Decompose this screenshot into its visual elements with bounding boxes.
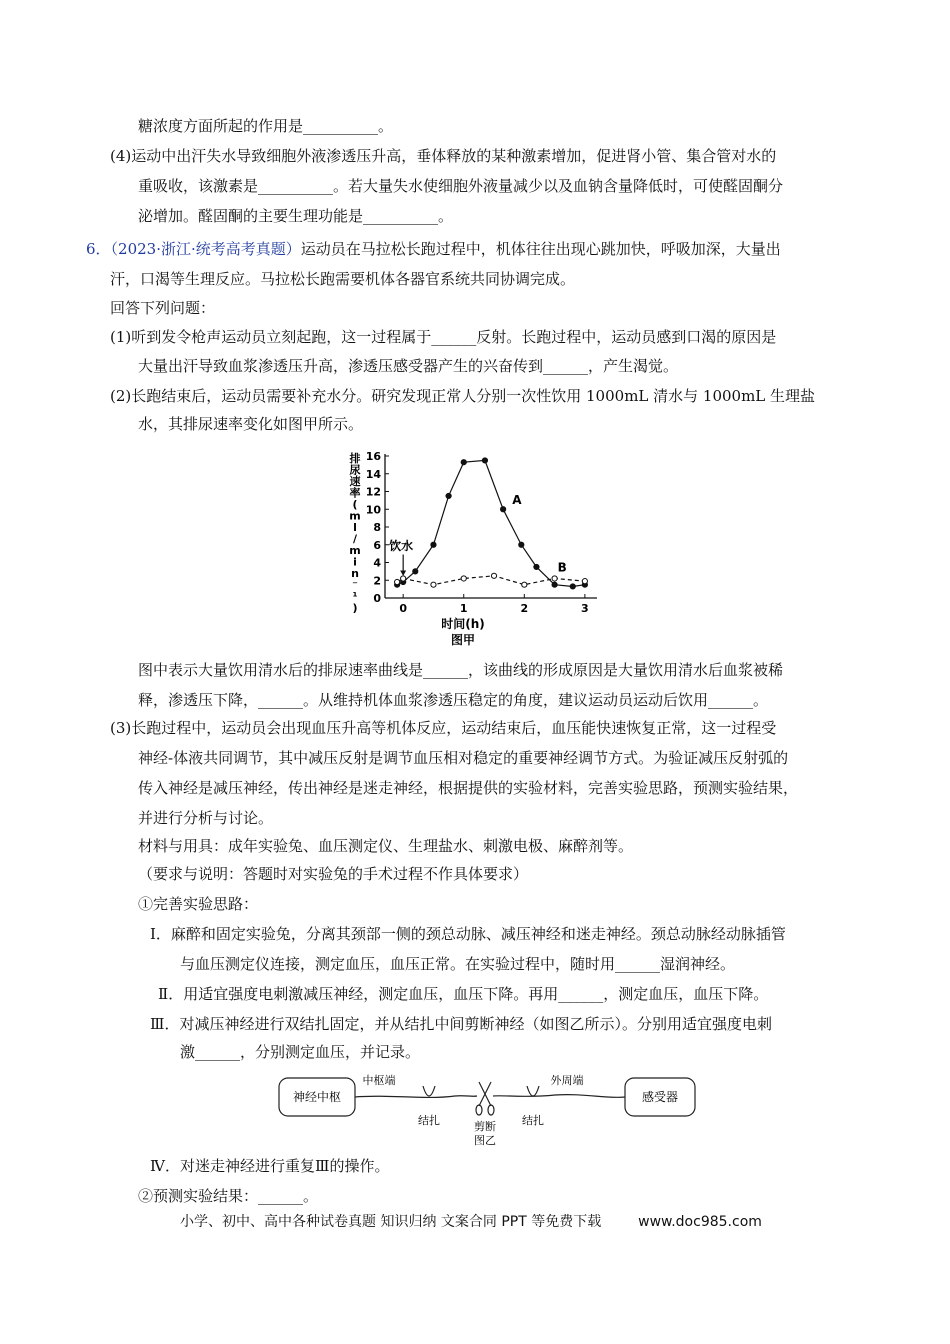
center-end-label: 中枢端 — [362, 1074, 396, 1087]
y-label-char: m — [349, 509, 361, 523]
requirements: （要求与说明：答题时对实验兔的手术过程不作具体要求） — [138, 865, 529, 883]
nerve-right — [493, 1095, 625, 1098]
y-label-char: 速 — [349, 475, 361, 488]
cut-label: 剪断 — [474, 1120, 496, 1133]
question-text: 运动员在马拉松长跑过程中，机体往往出现心跳加快，呼吸加深，大量出 — [300, 240, 781, 258]
y-label-char: ¹ — [352, 590, 358, 603]
y-label-char: i — [353, 555, 357, 569]
step-2: Ⅱ．用适宜强度电刺激减压神经，测定血压，血压下降。再用______，测定血压，血压下降。 — [158, 985, 769, 1003]
y-label-char: l — [353, 521, 357, 534]
data-point — [582, 579, 587, 584]
diagram-figure-b — [275, 1068, 700, 1148]
data-point — [482, 458, 487, 463]
question-4: (4)运动中出汗失水导致细胞外液渗透压升高，垂体释放的某种激素增加，促进肾小管、集合管对水的 — [110, 147, 777, 165]
ligature-left-label: 结扎 — [418, 1114, 440, 1127]
data-point — [413, 569, 418, 574]
data-point — [522, 582, 527, 587]
x-tick-label: 1 — [459, 602, 468, 615]
prediction: ②预测实验结果：______。 — [138, 1187, 319, 1205]
text-line: 糖浓度方面所起的作用是__________。 — [138, 117, 394, 135]
ligature-left-mark — [423, 1086, 435, 1096]
y-tick-label: 8 — [373, 521, 381, 534]
y-label-char: 率 — [349, 486, 361, 500]
y-axis-label — [349, 451, 361, 615]
text-line: 传入神经是减压神经，传出神经是迷走神经，根据提供的实验材料，完善实验思路，预测实验结果， — [138, 779, 799, 797]
text-line: 水，其排尿速率变化如图甲所示。 — [138, 415, 364, 433]
question-number: 6． — [86, 240, 111, 258]
question-source: （2023·浙江·统考高考真题） — [110, 240, 301, 258]
materials: 材料与用具：成年实验兔、血压测定仪、生理盐水、刺激电极、麻醉剂等。 — [138, 837, 634, 855]
data-point — [552, 576, 557, 581]
sub-question-2: (2)长跑结束后，运动员需要补充水分。研究发现正常人分别一次性饮用 1000mL 清水与 1000mL 生理盐 — [110, 387, 816, 405]
data-point — [519, 542, 524, 547]
text-line: 泌增加。醛固酮的主要生理功能是__________。 — [138, 207, 454, 225]
series-label-B: B — [557, 560, 567, 575]
data-point — [534, 564, 539, 569]
data-point — [461, 460, 466, 465]
y-tick-label: 16 — [365, 450, 381, 463]
text-line: 回答下列问题： — [110, 299, 216, 317]
text-line: 图中表示大量饮用清水后的排尿速率曲线是______，该曲线的形成原因是大量饮用清水后血浆被稀 — [138, 661, 784, 679]
footer-url[interactable]: www.doc985.com — [638, 1214, 762, 1230]
data-point — [570, 584, 575, 589]
x-tick-label: 2 — [520, 602, 529, 615]
data-point — [491, 573, 496, 578]
data-point — [461, 576, 466, 581]
ligature-right-label: 结扎 — [522, 1114, 544, 1127]
chart-figure-a — [335, 448, 615, 648]
footer-text: 小学、初中、高中各种试卷真题 知识归纳 文案合同 PPT 等免费下载 — [180, 1214, 602, 1230]
text-line: 重吸收，该激素是__________。若大量失水使细胞外液量减少以及血钠含量降低时，可使醛固酮分 — [138, 177, 784, 195]
ligature-right-mark — [527, 1086, 539, 1096]
step-3: Ⅲ．对减压神经进行双结扎固定，并从结扎中间剪断神经（如图乙所示）。分别用适宜强度电刺 — [150, 1015, 772, 1033]
y-label-char: ⁻ — [352, 578, 358, 592]
y-label-char: ) — [352, 601, 358, 615]
y-label-char: m — [349, 544, 361, 557]
series-label-A: A — [512, 492, 522, 507]
data-point — [401, 576, 406, 581]
y-label-char: 排 — [349, 452, 361, 465]
data-point — [395, 579, 400, 584]
text-line: 汗，口渴等生理反应。马拉松长跑需要机体各器官系统共同协调完成。 — [110, 270, 576, 288]
nerve-left — [355, 1096, 477, 1098]
sub-question-3: (3)长跑过程中，运动员会出现血压升高等机体反应，运动结束后，血压能快速恢复正常，这一过程受 — [110, 719, 777, 737]
y-tick-label: 6 — [373, 538, 381, 552]
step-heading: ①完善实验思路： — [138, 895, 259, 913]
x-tick-label: 0 — [399, 602, 407, 615]
y-tick-label: 0 — [373, 592, 381, 605]
data-point — [431, 542, 436, 547]
y-tick-label: 14 — [365, 467, 381, 481]
diagram-caption: 图乙 — [474, 1134, 496, 1147]
y-label-char: n — [351, 567, 359, 580]
y-tick-label: 2 — [373, 574, 381, 588]
y-tick-label: 4 — [373, 556, 381, 570]
scissors-icon — [476, 1082, 494, 1115]
y-label-char: / — [352, 532, 358, 546]
data-point — [552, 582, 557, 587]
y-label-char: ( — [352, 498, 358, 511]
data-point — [501, 507, 506, 512]
text-line: 大量出汗导致血浆渗透压升高，渗透压感受器产生的兴奋传到______，产生渴觉。 — [138, 357, 679, 375]
x-axis-label: 时间(h) — [441, 617, 485, 631]
y-label-char: 尿 — [349, 463, 361, 477]
annotation-label: 饮水 — [389, 539, 414, 554]
annotation-arrow-head — [400, 570, 406, 575]
data-point — [431, 582, 436, 587]
text-line: 与血压测定仪连接，测定血压，血压正常。在实验过程中，随时用______湿润神经。 — [180, 955, 736, 973]
data-point — [446, 493, 451, 498]
text-line: 神经-体液共同调节，其中减压反射是调节血压相对稳定的重要神经调节方式。为验证减压反射弧的 — [138, 749, 789, 767]
step-1: I．麻醉和固定实验兔，分离其颈部一侧的颈总动脉、减压神经和迷走神经。颈总动脉经动脉插管 — [150, 925, 786, 943]
question-6-header — [86, 239, 781, 259]
x-ticks — [399, 594, 588, 615]
text-line: 释，渗透压下降，______。从维持机体血浆渗透压稳定的角度，建议运动员运动后饮用______。 — [138, 691, 769, 709]
footer — [180, 1212, 762, 1232]
text-line: 并进行分析与讨论。 — [138, 809, 274, 827]
chart-title: 图甲 — [450, 633, 476, 647]
sub-question-1: (1)听到发令枪声运动员立刻起跑，这一过程属于______反射。长跑过程中，运动员感到口渴的原因是 — [110, 328, 777, 346]
peripheral-end-label: 外周端 — [550, 1074, 584, 1087]
y-tick-label: 12 — [365, 485, 381, 499]
receptor-box-label: 感受器 — [641, 1090, 679, 1104]
step-4: Ⅳ．对迷走神经进行重复Ⅲ的操作。 — [150, 1157, 390, 1175]
text-line: 激______，分别测定血压，并记录。 — [180, 1043, 421, 1061]
center-box-label: 神经中枢 — [292, 1090, 342, 1104]
drink-annotation — [389, 538, 413, 576]
y-tick-label: 10 — [365, 503, 381, 517]
x-tick-label: 3 — [581, 602, 589, 615]
